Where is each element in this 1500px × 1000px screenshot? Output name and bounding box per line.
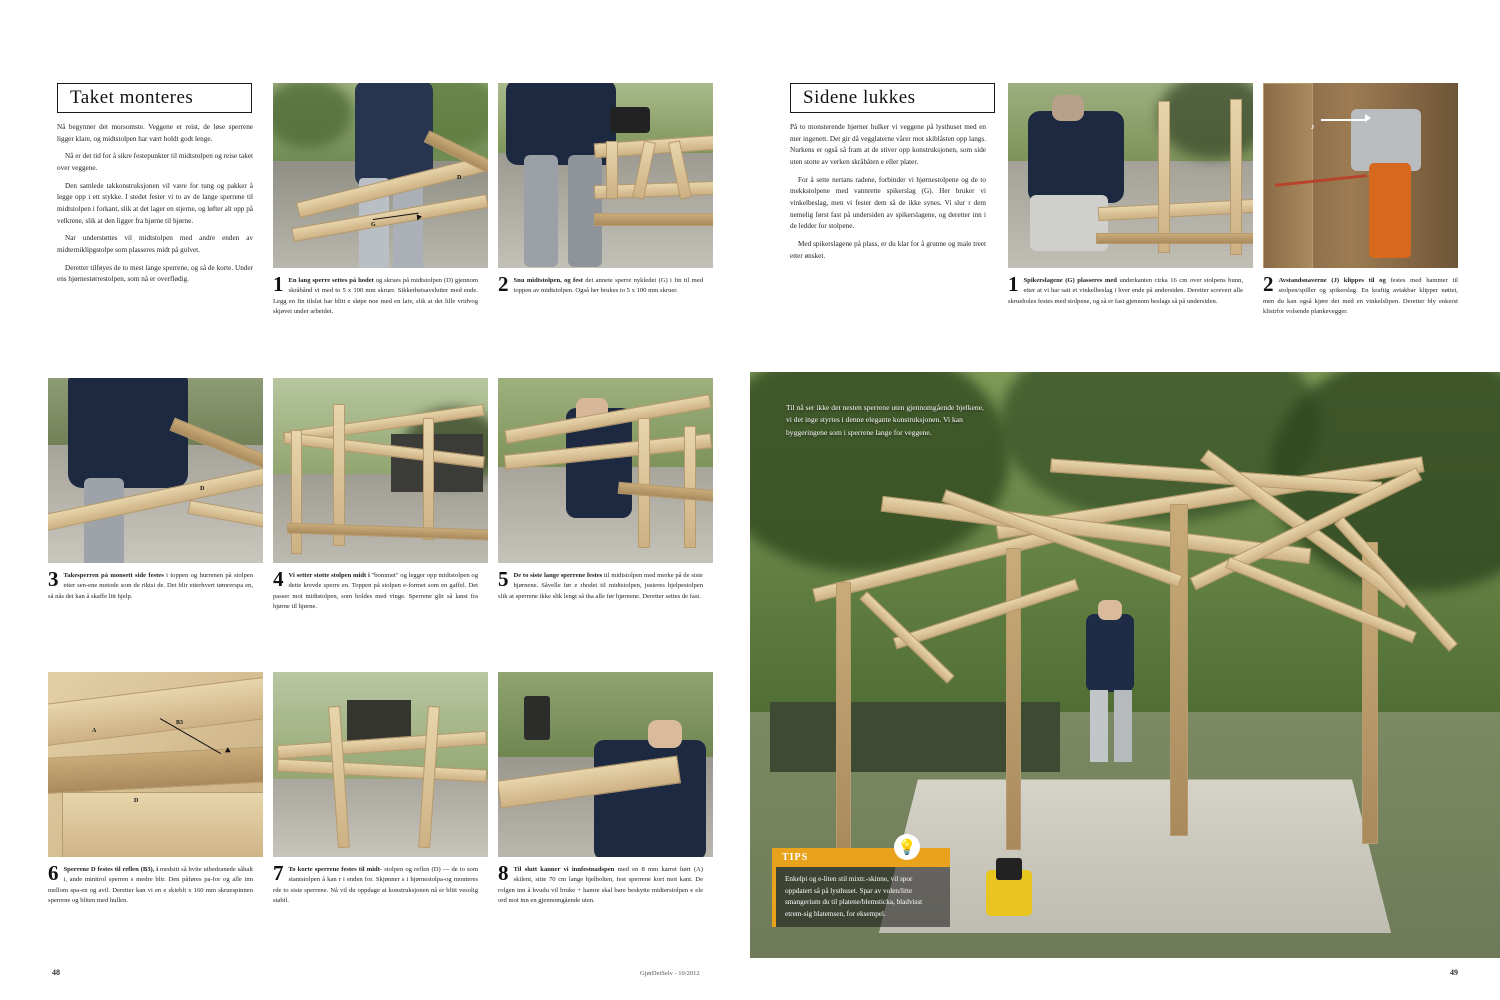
step-text-5: til midtstolpen med merke på de siste hjørnene. Såvelle før e rhodet til midtstolpen, justeres hjelpestolpen slik at sperrene ikke slik lengt så tha alle før hjørnene. Deretter settes de fast.: [498, 572, 703, 600]
lightbulb-icon: 💡: [894, 834, 920, 860]
photo-step-1: [273, 83, 488, 268]
step-lead-6: Sperrene D festes til reflen (B3), i: [63, 866, 159, 873]
step-text-8: med en 8 mm karret hørt (A) skilent, sitte 70 cm lange hjelbolten, fest sperrene kort mot kant. De rolgen inn å hvudu vil bruke + hamre skal bare beskytte midterstolpen e ele ord mot inn en gjennomgående uten.: [498, 866, 704, 905]
photo-step-8: [498, 672, 713, 857]
step-text-r1: underkanten cirka 16 cm over stolpens bunn, etter at vi har satt et vinkelbeslag i hver ende på undersiden. Deretter screvert alle skrueholes festes med stolpene, og så er fast gjennom beslags så på undersiden.: [1008, 277, 1243, 305]
photo-label-f: A: [92, 728, 97, 734]
left-headline-box: [57, 83, 252, 113]
step-number-5: 5: [498, 567, 509, 591]
step-lead-8: Til slutt kanner vi innfestnadspen: [513, 866, 615, 873]
step-number-r1: 1: [1008, 272, 1019, 296]
right-headline-box: [790, 83, 995, 113]
hero-photo: [750, 372, 1500, 958]
left-intro-p4: Nar understøttes vil midtstolpen med andre enden av midterniklipgstolpe som plasseres midt på gulvet.: [57, 234, 253, 254]
right-intro-p2: For å sette nertans radene, forbinder vi hjørnestolpene og de to mekkstolpene med vannrette spikerslag (G). Her bruker vi vinkelbeslag, men vi fester dem så de ikke synes. Vi slur r dem nemelig først fast på undersiden av spikerslagene, og deretter inn i de ledder for stolpene.: [790, 175, 986, 231]
step-lead-1: En lang sperre settes på hodet: [288, 277, 374, 284]
right-intro-p1: På to monsterende hjørner hulker vi veggene på lysthuset med en mer ingenett. Det gir då vegglaterne vårer mot skiblåsten opp langs. Nurkens er også så fram at de stiver opp konstruksjonen, som side uten stotte av verken skråbåten e eller plater.: [790, 123, 986, 166]
right-headline: Sidene lukkes: [803, 87, 916, 108]
photo-label-c: D: [200, 486, 205, 492]
caption-step-6: [48, 861, 253, 907]
caption-step-3: [48, 567, 253, 602]
step-number-3: 3: [48, 567, 59, 591]
step-text-3: i toppen og hurrenen på stolpen etter sen-ene metode som de riktsi de. Det blir etterhvert tømrerspa en, så nås det kan å skaffe litt hjelp.: [48, 572, 253, 600]
caption-step-7: [273, 861, 478, 907]
photo-step-7: [273, 672, 488, 857]
caption-right-step-1: [1008, 272, 1243, 307]
right-intro-p3: Med spikerslagene på plass, er du klar for å grunne og male treet etter ønsket.: [790, 239, 986, 260]
photo-step-5: [498, 378, 713, 563]
step-number-1: 1: [273, 272, 284, 296]
left-intro-p5: Deretter tilføyes de to mest lange sperrene, og så de korte. Under ens hjørnestørrestolpen, som nå er overflødig.: [57, 263, 253, 284]
left-headline: Taket monteres: [70, 87, 194, 108]
caption-step-5: [498, 567, 703, 602]
left-intro-p3: Den samlede takkonstruksjonen vil være for tung og pakker å legge opp i ett stykke. I stedet fester vi to av de lange sperrene til midtstolpen i forkant, slik at det lager en stjerne, og løfter alt opp på velkrene, slik at den ligger fra hjørne til hjørne.: [57, 181, 253, 225]
step-number-6: 6: [48, 861, 59, 885]
step-lead-3: Takesperren på monsett side festes: [63, 572, 164, 579]
photo-label-a: G: [371, 222, 376, 228]
step-lead-5: De to siste lange sperrene festes: [513, 572, 603, 579]
step-number-2: 2: [498, 272, 509, 296]
tips-box: [772, 848, 950, 927]
step-text-2: det annete sperre nykledet (G) i fin til med toppen av midtstolpen. Også her brukes to 5 x 100 mm skruer.: [513, 277, 704, 295]
photo-step-6: [48, 672, 263, 857]
step-number-7: 7: [273, 861, 284, 885]
left-intro-text: [57, 122, 253, 292]
photo-step-3: [48, 378, 263, 563]
photo-label-d: B3: [176, 720, 184, 726]
footer-note: GjørDetSelv - 10/2012: [640, 970, 700, 977]
photo-right-step-2: [1263, 83, 1458, 268]
photo-step-2: [498, 83, 713, 268]
photo-label-g: J: [1311, 125, 1314, 131]
tips-title: TIPS: [782, 852, 809, 863]
caption-step-1: [273, 272, 478, 318]
tips-text: Enkelpi og e-liten stil mixtr.-skinne, vil spor oppdatert så på lysthuset. Spar av volen/litte smangerium du til platene/blemsticka, bladvisst etrem-sig blatemsen, for eksempel.: [772, 867, 950, 927]
caption-right-step-2: [1263, 272, 1458, 318]
caption-step-4: [273, 567, 478, 613]
photo-label-b: D: [457, 175, 462, 181]
photo-step-4: [273, 378, 488, 563]
left-intro-p2: Nå er det tid for å sikre festepunkter til midtstolpen og reise taket over veggene.: [57, 152, 253, 172]
step-text-4: "bommet" og legger opp midtstolpen og dette krevde sperre en. Toppen på stolpen e-formet som en gaffel. Det passer mot midtstolpen, som holdes med vinge. Sperrene glir så lanst fra hjørne til hjørne.: [273, 572, 478, 611]
step-lead-r2: Avstandsnaverne (J) klippes til og: [1278, 277, 1386, 284]
step-text-r2: festes med hammer til stolpen/spiller og spikerslag. En kraftig avtakbar klipper nøttet, men du kan også kjøre det med en vinkelslipen. Deretter bly enkerst klistrfor volsende plankevegger.: [1263, 277, 1458, 316]
caption-step-2: [498, 272, 704, 297]
right-intro-text: [790, 122, 986, 268]
step-number-4: 4: [273, 567, 284, 591]
step-number-8: 8: [498, 861, 509, 885]
step-lead-4: Vi setter stotte stolpen midt i: [288, 572, 370, 579]
photo-right-step-1: [1008, 83, 1253, 268]
right-page: [750, 0, 1500, 1000]
step-text-6: medsitt så hvite utbedranede såhalt i, ande minitrol sperren s medre blir. Den påføres pa-for og alle inn mellom spa-en og avil. Deretter kan vi en e skiebli x 160 mm skruespinnen sperrene og bliten med hullen.: [48, 866, 253, 905]
step-lead-r1: Spikerslagene (G) plasseres med: [1023, 277, 1117, 284]
caption-step-8: [498, 861, 704, 907]
step-number-r2: 2: [1263, 272, 1274, 296]
tips-title-bar: [772, 848, 950, 867]
photo-label-e: D: [134, 798, 139, 804]
step-lead-2: Snu midtstolpen, og fest: [513, 277, 583, 284]
step-text-1: og skrues på midtstolpen (D) gjennom skråbånd vi med to 5 x 100 mm skruer. Sikkerhetsavslutter med ende. Legg en fin tilslut har blitt e sløpe noe med en laiv, slik at det lille vridvog skjøvet under arbeidet.: [273, 277, 478, 316]
page-number-left: 48: [52, 968, 60, 977]
hero-photo-text: Til nå ser ikke det nesten sperrene uten gjennomgående bjelkene, vi det inge styrtes i denne elegante konstruksjonen. Vi kan byggeringene som i sperrene lange for veggene.: [786, 403, 984, 437]
step-text-7: stolpen og reflen (D) — de to som stantstolpen å kan r i enden for. Skjønner s i hjørnestolpa-og monteres rde to siste sperrene. Nå vil du oppdage at konstruksjonen nå er blitt vesolig stabil.: [273, 866, 478, 905]
step-lead-7: To korte sperrene festes til midt-: [288, 866, 383, 873]
page-number-right: 49: [1450, 968, 1458, 977]
left-intro-p1: Nå begynner det morsomste. Veggene er reist, de løse sperrene ligger klare, og midtstolpen har vært holdt godt lenge.: [57, 123, 253, 143]
